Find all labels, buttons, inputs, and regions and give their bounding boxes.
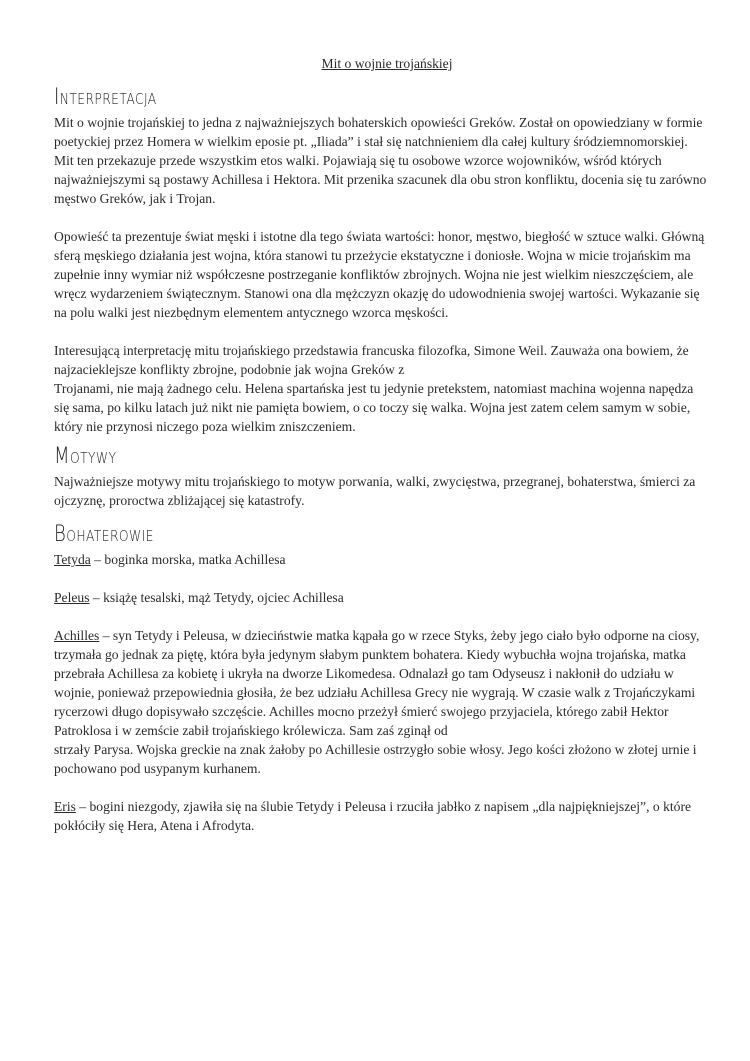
character-description: – bogini niezgody, zjawiła się na ślubie Tetydy i Peleusa i rzuciła jabłko z napisem „dla najpiękniejszej”, o które pokłóciły się Hera, Atena i Afrodyta. (54, 799, 692, 833)
character-entry (54, 626, 708, 740)
character-name: Achilles (54, 628, 100, 643)
character-name: Eris (54, 799, 76, 814)
section-motywy (54, 444, 708, 510)
character-continuation: strzały Parysa. Wojska greckie na znak żałoby po Achillesie ostrzygło sobie włosy. Jego kości złożono w złotej urnie i pochowano pod usypanym kurhanem. (54, 742, 697, 776)
paragraph: Mit o wojnie trojańskiej to jedna z najważniejszych bohaterskich opowieści Greków. Został on opowiedziany w formie poetyckiej przez Homera w wielkim eposie pt. „Iliada” i stał się natchnieniem dla całej kultury śródziemnomorskiej. Mit ten przekazuje przede wszystkim etos walki. Pojawiają się tu osobowe wzorce wojowników, wśród których najważniejszymi są postawy Achillesa i Hektora. Mit przenika szacunek dla obu stron konfliktu, docenia się tu zarówno męstwo Greków, jak i Trojan. (54, 115, 707, 206)
character-description: – boginka morska, matka Achillesa (90, 552, 286, 567)
character-entry (54, 588, 708, 607)
document-title: Mit o wojnie trojańskiej (321, 56, 453, 71)
section-heading: Bohaterowie (54, 522, 154, 547)
section-bohaterowie (54, 522, 708, 835)
character-entry (54, 797, 708, 835)
character-description: – syn Tetydy i Peleusa, w dzieciństwie matka kąpała go w rzece Styks, żeby jego ciało było odporne na ciosy, trzymała go jednak za piętę, która była jedynym słabym punktem bohatera. Kiedy wybuchła wojna trojańska, matka przebrała Achillesa za kobietę i ukryła na dworze Likomedesa. Odnalazł go tam Odyseusz i nakłonił do udziału w wojnie, ponieważ przepowiednia głosiła, że bez udziału Achillesa Grecy nie wygrają. W czasie walk z Trojańczykami rycerzowi długo dopisywało szczęście. Achilles mocno przeżył śmierć swojego przyjaciela, którego zabił Hektor Patroklosa i w zemście zabił trojańskiego królewicza. Sam zaś zginął od (54, 628, 700, 738)
section-interpretacja (54, 85, 708, 436)
character-name: Tetyda (54, 552, 91, 567)
paragraph: Trojanami, nie mają żadnego celu. Helena spartańska jest tu jedynie pretekstem, natomiast machina wojenna napędza się sama, po kilku latach już nikt nie pamięta bowiem, o co toczy się walka. Wojna jest zatem celem samym w sobie, który nie przynosi niczego poza wielkim zniszczeniem. (54, 381, 694, 434)
character-name: Peleus (54, 590, 90, 605)
character-entry (54, 550, 708, 569)
section-heading: Interpretacja (54, 85, 157, 110)
paragraph: Najważniejsze motywy mitu trojańskiego to motyw porwania, walki, zwycięstwa, przegranej, bohaterstwa, śmierci za ojczyznę, proroctwa zbliżającej się katastrofy. (54, 474, 696, 508)
section-heading: Motywy (54, 444, 117, 469)
paragraph: Interesującą interpretację mitu trojańskiego przedstawia francuska filozofka, Simone Weil. Zauważa ona bowiem, że najzacieklejsze konflikty zbrojne, podobnie jak wojna Greków z (54, 343, 689, 377)
character-description: – książę tesalski, mąż Tetydy, ojciec Achillesa (89, 590, 344, 605)
paragraph: Opowieść ta prezentuje świat męski i istotne dla tego świata wartości: honor, męstwo, biegłość w sztuce walki. Główną sferą męskiego działania jest wojna, która stanowi tu przeżycie ekstatyczne i doniosłe. Wojna w micie trojańskim ma zupełnie inny wymiar niż współczesne postrzeganie konfliktów zbrojnych. Wojna nie jest wielkim nieszczęściem, ale wręcz wydarzeniem świątecznym. Stanowi ona dla mężczyzn okazję do udowodnienia swojej wartości. Wykazanie się na polu walki jest niezbędnym elementem antycznego wzorca męskości. (54, 229, 705, 320)
